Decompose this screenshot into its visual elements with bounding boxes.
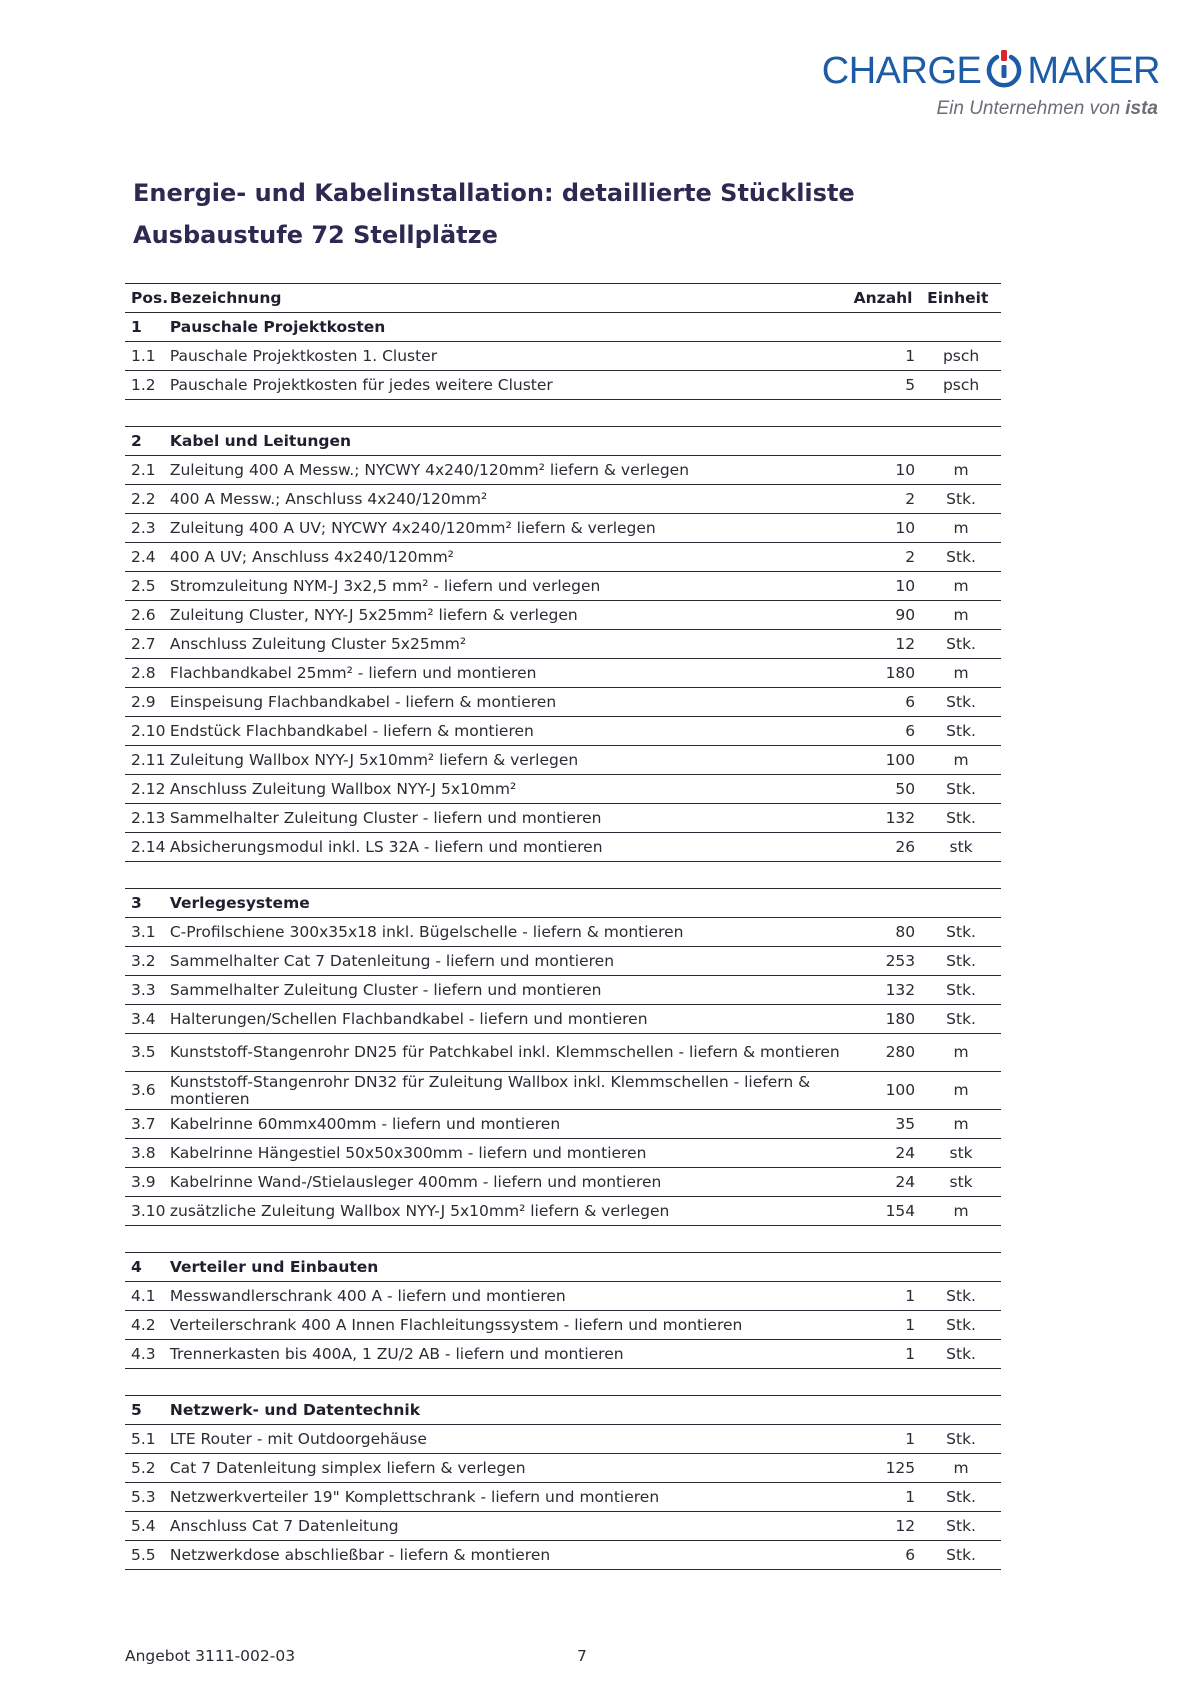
row-unit: Stk. [921, 1282, 1001, 1311]
row-unit: Stk. [921, 1425, 1001, 1454]
section-pos: 1 [125, 313, 164, 342]
table-row [125, 918, 1001, 947]
row-quantity: 35 [848, 1110, 922, 1139]
section-qty-empty [848, 889, 922, 918]
section-unit-empty [921, 427, 1001, 456]
row-pos: 4.1 [125, 1282, 164, 1311]
table-header-row [125, 284, 1001, 313]
row-description: Einspeisung Flachbandkabel - liefern & montieren [164, 688, 848, 717]
row-unit: m [921, 659, 1001, 688]
header-pos: Pos. [125, 284, 164, 313]
row-pos: 3.8 [125, 1139, 164, 1168]
row-unit: m [921, 572, 1001, 601]
table-row [125, 1541, 1001, 1570]
table-row [125, 1340, 1001, 1369]
row-quantity: 12 [848, 630, 922, 659]
row-description: LTE Router - mit Outdoorgehäuse [164, 1425, 848, 1454]
table-row [125, 1454, 1001, 1483]
row-description: Zuleitung 400 A Messw.; NYCWY 4x240/120mm² liefern & verlegen [164, 456, 848, 485]
table-row [125, 456, 1001, 485]
table-row [125, 601, 1001, 630]
row-quantity: 10 [848, 514, 922, 543]
row-pos: 3.10 [125, 1197, 164, 1226]
row-description: Halterungen/Schellen Flachbandkabel - liefern und montieren [164, 1005, 848, 1034]
row-pos: 3.5 [125, 1034, 164, 1072]
row-description: C-Profilschiene 300x35x18 inkl. Bügelschelle - liefern & montieren [164, 918, 848, 947]
row-pos: 2.8 [125, 659, 164, 688]
row-unit: Stk. [921, 717, 1001, 746]
logo-wordmark [822, 42, 1160, 96]
row-unit: Stk. [921, 1005, 1001, 1034]
table-row [125, 1311, 1001, 1340]
row-pos: 2.7 [125, 630, 164, 659]
table-row [125, 1197, 1001, 1226]
table-row [125, 659, 1001, 688]
section-qty-empty [848, 427, 922, 456]
row-pos: 5.4 [125, 1512, 164, 1541]
footer-page-number: 7 [577, 1647, 587, 1665]
section-unit-empty [921, 1253, 1001, 1282]
row-unit: m [921, 1197, 1001, 1226]
bill-of-materials-table [125, 283, 1001, 1570]
table-row [125, 572, 1001, 601]
table-row [125, 804, 1001, 833]
row-quantity: 132 [848, 976, 922, 1005]
page-subtitle: Ausbaustufe 72 Stellplätze [133, 221, 498, 249]
table-row [125, 976, 1001, 1005]
row-description: Sammelhalter Zuleitung Cluster - liefern und montieren [164, 804, 848, 833]
table-row [125, 485, 1001, 514]
row-pos: 3.6 [125, 1072, 164, 1110]
section-header-row [125, 427, 1001, 456]
row-description: Kabelrinne Wand-/Stielausleger 400mm - liefern und montieren [164, 1168, 848, 1197]
row-pos: 2.11 [125, 746, 164, 775]
row-quantity: 132 [848, 804, 922, 833]
row-pos: 4.3 [125, 1340, 164, 1369]
logo-tagline-brand: ista [1125, 98, 1158, 119]
page-title: Energie- und Kabelinstallation: detaillierte Stückliste [133, 179, 855, 207]
row-pos: 1.1 [125, 342, 164, 371]
row-quantity: 1 [848, 1311, 922, 1340]
section-qty-empty [848, 313, 922, 342]
row-pos: 3.1 [125, 918, 164, 947]
section-pos: 2 [125, 427, 164, 456]
section-qty-empty [848, 1253, 922, 1282]
section-header-row [125, 889, 1001, 918]
section-pos: 5 [125, 1396, 164, 1425]
table-row [125, 1005, 1001, 1034]
row-unit: m [921, 1110, 1001, 1139]
row-description: Trennerkasten bis 400A, 1 ZU/2 AB - liefern und montieren [164, 1340, 848, 1369]
spacer-cell [125, 400, 1001, 427]
row-pos: 5.5 [125, 1541, 164, 1570]
row-quantity: 180 [848, 659, 922, 688]
section-title: Verteiler und Einbauten [164, 1253, 848, 1282]
row-description: Cat 7 Datenleitung simplex liefern & verlegen [164, 1454, 848, 1483]
logo-tagline-text: Ein Unternehmen von [936, 98, 1121, 119]
table-row [125, 746, 1001, 775]
section-spacer [125, 1369, 1001, 1396]
table-row [125, 1110, 1001, 1139]
row-quantity: 50 [848, 775, 922, 804]
table-row [125, 1425, 1001, 1454]
row-quantity: 1 [848, 1483, 922, 1512]
row-unit: Stk. [921, 804, 1001, 833]
logo-tagline [936, 98, 1158, 120]
row-unit: Stk. [921, 688, 1001, 717]
row-unit: Stk. [921, 543, 1001, 572]
row-quantity: 24 [848, 1139, 922, 1168]
table-row [125, 630, 1001, 659]
power-icon [985, 48, 1023, 94]
row-unit: m [921, 514, 1001, 543]
section-qty-empty [848, 1396, 922, 1425]
footer-offer-number: Angebot 3111-002-03 [125, 1647, 296, 1665]
row-pos: 2.2 [125, 485, 164, 514]
row-unit: m [921, 601, 1001, 630]
row-description: Zuleitung Wallbox NYY-J 5x10mm² liefern & verlegen [164, 746, 848, 775]
table-body [125, 313, 1001, 1570]
row-unit: m [921, 1072, 1001, 1110]
row-pos: 2.1 [125, 456, 164, 485]
header-quantity: Anzahl [848, 284, 922, 313]
row-quantity: 125 [848, 1454, 922, 1483]
logo-word-right: MAKER [1027, 49, 1160, 92]
row-quantity: 1 [848, 1425, 922, 1454]
row-quantity: 5 [848, 371, 922, 400]
row-description: 400 A UV; Anschluss 4x240/120mm² [164, 543, 848, 572]
row-unit: m [921, 1454, 1001, 1483]
row-description: 400 A Messw.; Anschluss 4x240/120mm² [164, 485, 848, 514]
header-description: Bezeichnung [164, 284, 848, 313]
row-unit: m [921, 456, 1001, 485]
row-quantity: 280 [848, 1034, 922, 1072]
table-row [125, 1072, 1001, 1110]
row-quantity: 2 [848, 485, 922, 514]
row-description: Sammelhalter Zuleitung Cluster - liefern und montieren [164, 976, 848, 1005]
row-pos: 2.9 [125, 688, 164, 717]
row-description: Verteilerschrank 400 A Innen Flachleitungssystem - liefern und montieren [164, 1311, 848, 1340]
section-unit-empty [921, 313, 1001, 342]
row-unit: Stk. [921, 630, 1001, 659]
section-title: Netzwerk- und Datentechnik [164, 1396, 848, 1425]
row-description: Endstück Flachbandkabel - liefern & montieren [164, 717, 848, 746]
row-pos: 5.2 [125, 1454, 164, 1483]
table-row [125, 1139, 1001, 1168]
row-quantity: 1 [848, 1340, 922, 1369]
row-pos: 3.7 [125, 1110, 164, 1139]
row-pos: 2.14 [125, 833, 164, 862]
row-quantity: 6 [848, 688, 922, 717]
row-quantity: 6 [848, 717, 922, 746]
row-description: Kunststoff-Stangenrohr DN25 für Patchkabel inkl. Klemmschellen - liefern & montieren [164, 1034, 848, 1072]
row-quantity: 180 [848, 1005, 922, 1034]
row-quantity: 100 [848, 1072, 922, 1110]
row-unit: Stk. [921, 1340, 1001, 1369]
row-description: Zuleitung 400 A UV; NYCWY 4x240/120mm² liefern & verlegen [164, 514, 848, 543]
row-description: Anschluss Zuleitung Wallbox NYY-J 5x10mm² [164, 775, 848, 804]
row-pos: 3.2 [125, 947, 164, 976]
row-pos: 2.5 [125, 572, 164, 601]
row-pos: 3.3 [125, 976, 164, 1005]
section-header-row [125, 1253, 1001, 1282]
row-description: Kunststoff-Stangenrohr DN32 für Zuleitung Wallbox inkl. Klemmschellen - liefern & montieren [164, 1072, 848, 1110]
table-row [125, 1282, 1001, 1311]
table-row [125, 1483, 1001, 1512]
row-description: Flachbandkabel 25mm² - liefern und montieren [164, 659, 848, 688]
table-row [125, 1512, 1001, 1541]
section-header-row [125, 1396, 1001, 1425]
row-description: Kabelrinne 60mmx400mm - liefern und montieren [164, 1110, 848, 1139]
row-quantity: 12 [848, 1512, 922, 1541]
section-spacer [125, 1226, 1001, 1253]
row-unit: Stk. [921, 1483, 1001, 1512]
company-logo [821, 42, 1160, 128]
row-quantity: 100 [848, 746, 922, 775]
row-quantity: 90 [848, 601, 922, 630]
row-pos: 2.3 [125, 514, 164, 543]
table-row [125, 1168, 1001, 1197]
row-pos: 2.10 [125, 717, 164, 746]
section-spacer [125, 400, 1001, 427]
row-description: Anschluss Zuleitung Cluster 5x25mm² [164, 630, 848, 659]
spacer-cell [125, 862, 1001, 889]
logo-word-left: CHARGE [821, 49, 982, 92]
row-pos: 2.6 [125, 601, 164, 630]
row-unit: m [921, 746, 1001, 775]
row-description: Sammelhalter Cat 7 Datenleitung - liefern und montieren [164, 947, 848, 976]
section-unit-empty [921, 1396, 1001, 1425]
row-pos: 4.2 [125, 1311, 164, 1340]
section-spacer [125, 862, 1001, 889]
row-description: zusätzliche Zuleitung Wallbox NYY-J 5x10mm² liefern & verlegen [164, 1197, 848, 1226]
row-pos: 2.12 [125, 775, 164, 804]
row-unit: stk [921, 1168, 1001, 1197]
row-description: Kabelrinne Hängestiel 50x50x300mm - liefern und montieren [164, 1139, 848, 1168]
section-title: Kabel und Leitungen [164, 427, 848, 456]
row-description: Anschluss Cat 7 Datenleitung [164, 1512, 848, 1541]
row-unit: Stk. [921, 1512, 1001, 1541]
row-description: Pauschale Projektkosten 1. Cluster [164, 342, 848, 371]
row-unit: psch [921, 342, 1001, 371]
row-description: Stromzuleitung NYM-J 3x2,5 mm² - liefern und verlegen [164, 572, 848, 601]
row-quantity: 154 [848, 1197, 922, 1226]
header-unit: Einheit [921, 284, 1001, 313]
table-row [125, 514, 1001, 543]
row-unit: m [921, 1034, 1001, 1072]
table-row [125, 833, 1001, 862]
table-row [125, 543, 1001, 572]
row-pos: 2.13 [125, 804, 164, 833]
row-unit: Stk. [921, 918, 1001, 947]
table-row [125, 947, 1001, 976]
section-pos: 4 [125, 1253, 164, 1282]
section-title: Pauschale Projektkosten [164, 313, 848, 342]
row-pos: 3.9 [125, 1168, 164, 1197]
row-quantity: 80 [848, 918, 922, 947]
table-row [125, 1034, 1001, 1072]
row-quantity: 10 [848, 456, 922, 485]
section-pos: 3 [125, 889, 164, 918]
row-quantity: 1 [848, 342, 922, 371]
row-quantity: 24 [848, 1168, 922, 1197]
spacer-cell [125, 1226, 1001, 1253]
row-quantity: 1 [848, 1282, 922, 1311]
row-unit: Stk. [921, 947, 1001, 976]
section-title: Verlegesysteme [164, 889, 848, 918]
row-pos: 3.4 [125, 1005, 164, 1034]
row-quantity: 2 [848, 543, 922, 572]
spacer-cell [125, 1369, 1001, 1396]
row-quantity: 253 [848, 947, 922, 976]
row-description: Netzwerkverteiler 19" Komplettschrank - liefern und montieren [164, 1483, 848, 1512]
row-quantity: 6 [848, 1541, 922, 1570]
row-unit: psch [921, 371, 1001, 400]
row-unit: Stk. [921, 1311, 1001, 1340]
row-description: Messwandlerschrank 400 A - liefern und montieren [164, 1282, 848, 1311]
section-unit-empty [921, 889, 1001, 918]
row-pos: 1.2 [125, 371, 164, 400]
row-unit: Stk. [921, 976, 1001, 1005]
table-row [125, 775, 1001, 804]
row-pos: 2.4 [125, 543, 164, 572]
row-pos: 5.3 [125, 1483, 164, 1512]
row-unit: stk [921, 1139, 1001, 1168]
section-header-row [125, 313, 1001, 342]
row-description: Absicherungsmodul inkl. LS 32A - liefern und montieren [164, 833, 848, 862]
row-description: Netzwerkdose abschließbar - liefern & montieren [164, 1541, 848, 1570]
row-unit: Stk. [921, 775, 1001, 804]
row-pos: 5.1 [125, 1425, 164, 1454]
row-description: Pauschale Projektkosten für jedes weitere Cluster [164, 371, 848, 400]
row-description: Zuleitung Cluster, NYY-J 5x25mm² liefern & verlegen [164, 601, 848, 630]
row-unit: stk [921, 833, 1001, 862]
row-unit: Stk. [921, 485, 1001, 514]
table-row [125, 371, 1001, 400]
table-row [125, 342, 1001, 371]
row-unit: Stk. [921, 1541, 1001, 1570]
table-row [125, 688, 1001, 717]
row-quantity: 10 [848, 572, 922, 601]
table-row [125, 717, 1001, 746]
row-quantity: 26 [848, 833, 922, 862]
